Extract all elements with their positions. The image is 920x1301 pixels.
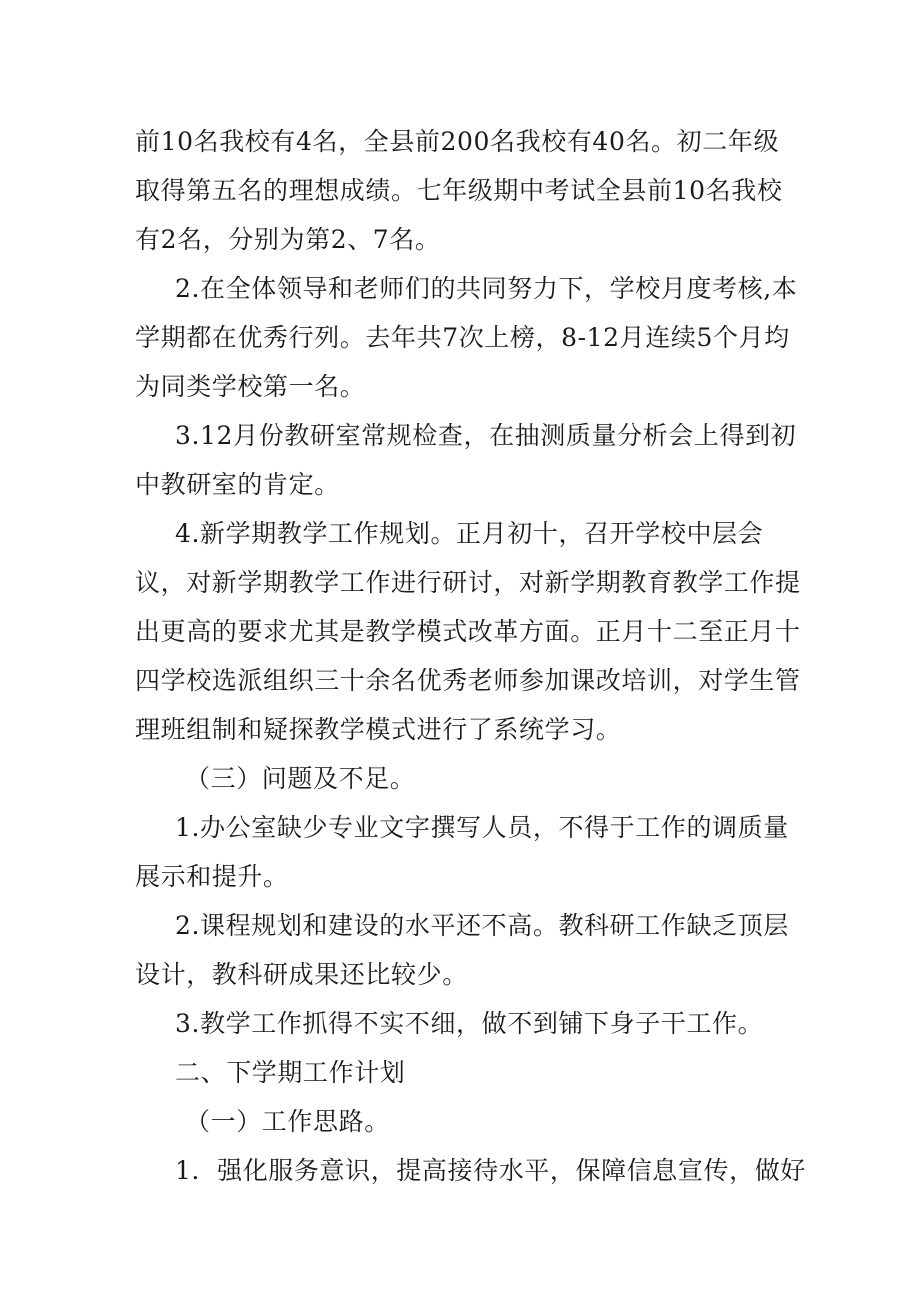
text-line-15: 1.办公室缺少专业文字撰写人员，不得于工作的调质量 xyxy=(175,813,789,842)
section-heading-plan: 二、下学期工作计划 xyxy=(175,1058,406,1087)
text-line-1: 前10名我校有4名，全县前200名我校有40名。初二年级 xyxy=(135,127,780,156)
text-line-3: 有2名，分别为第2、7名。 xyxy=(135,225,441,254)
text-line-6: 为同类学校第一名。 xyxy=(135,372,366,401)
text-line-5: 学期都在优秀行列。去年共7次上榜，8-12月连续5个月均 xyxy=(135,323,790,352)
text-line-18: 设计，教科研成果还比较少。 xyxy=(135,960,468,989)
text-line-12: 四学校选派组织三十余名优秀老师参加课改培训，对学生管 xyxy=(135,666,801,695)
text-line-8: 中教研室的肯定。 xyxy=(135,470,340,499)
text-line-22: 1．强化服务意识，提高接待水平，保障信息宣传，做好 xyxy=(175,1156,806,1185)
text-line-16: 展示和提升。 xyxy=(135,862,289,891)
text-line-11: 出更高的要求尤其是教学模式改革方面。正月十二至正月十 xyxy=(135,617,801,646)
text-line-7: 3.12月份教研室常规检查，在抽测质量分析会上得到初 xyxy=(175,421,797,450)
text-line-9: 4.新学期教学工作规划。正月初十，召开学校中层会 xyxy=(175,519,764,548)
text-line-2: 取得第五名的理想成绩。七年级期中考试全县前10名我校 xyxy=(135,176,783,205)
text-line-17: 2.课程规划和建设的水平还不高。教科研工作缺乏顶层 xyxy=(175,911,789,940)
text-line-4: 2.在全体领导和老师们的共同努力下，学校月度考核,本 xyxy=(175,274,798,303)
text-line-19: 3.教学工作抓得不实不细，做不到铺下身子干工作。 xyxy=(175,1009,764,1038)
subsection-heading-ideas: （一）工作思路。 xyxy=(185,1107,390,1136)
text-line-13: 理班组制和疑探教学模式进行了系统学习。 xyxy=(135,715,622,744)
section-heading-problems: （三）问题及不足。 xyxy=(185,764,416,793)
text-line-10: 议，对新学期教学工作进行研讨，对新学期教育教学工作提 xyxy=(135,568,801,597)
